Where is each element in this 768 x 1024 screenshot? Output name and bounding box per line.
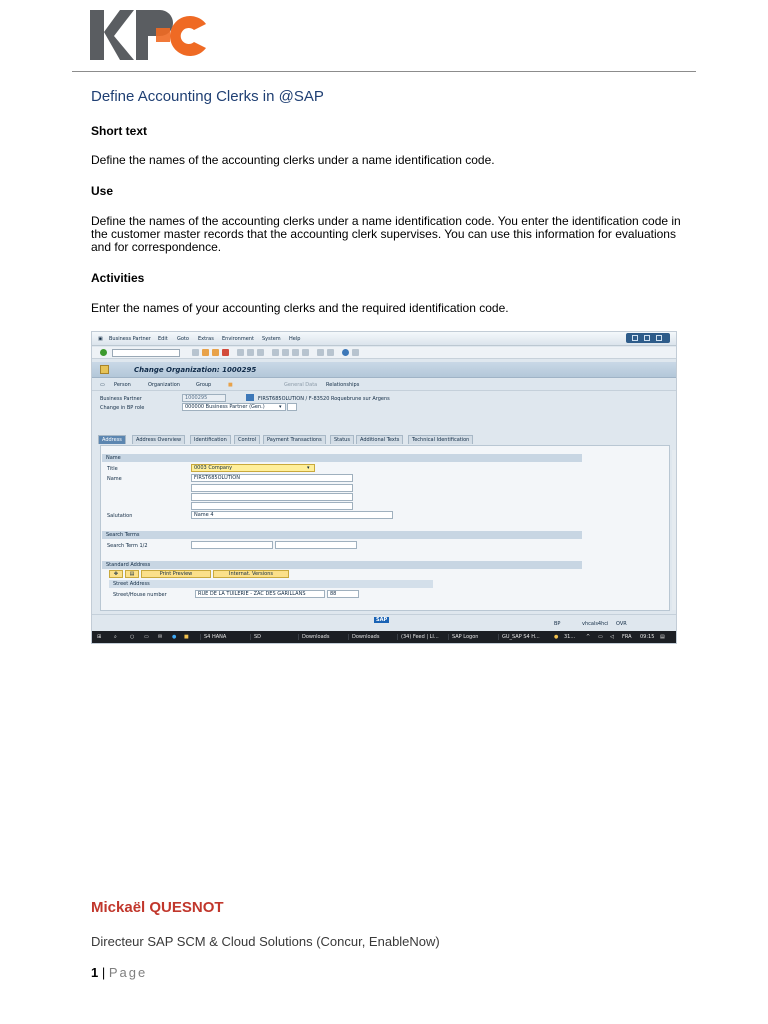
taskbar-item-sd[interactable]: SD (250, 634, 261, 640)
status-server: vhcals4hci (582, 621, 609, 627)
section-heading-use: Use (91, 184, 114, 198)
first-page-icon[interactable] (272, 349, 279, 356)
menu-system[interactable]: System (262, 336, 281, 342)
language-indicator[interactable]: FRA (622, 634, 632, 640)
role-label: Change in BP role (100, 405, 145, 411)
display-change-icon[interactable]: ▭ (100, 382, 105, 388)
page-title: Define Accounting Clerks in @SAP (91, 88, 324, 105)
status-system[interactable]: BP (554, 621, 561, 627)
role-search-icon[interactable] (287, 403, 297, 411)
sap-title-bar (92, 362, 676, 378)
sap-screenshot (91, 331, 677, 644)
name-field-2[interactable] (191, 484, 353, 492)
btn-group[interactable]: Group (196, 382, 212, 388)
header-divider (72, 71, 696, 72)
menu-edit[interactable]: Edit (158, 336, 168, 342)
chevron-down-icon[interactable]: ▾ (279, 404, 282, 410)
tray-chevron-up-icon[interactable]: ^ (586, 634, 591, 640)
taskbar-item-gu-sap[interactable]: GU_SAP S4 H... (498, 634, 540, 640)
help-icon[interactable] (342, 349, 349, 356)
title-label: Title (107, 466, 118, 472)
taskbar-item-downloads-2[interactable]: Downloads (348, 634, 379, 640)
bp-number-field[interactable]: 1000295 (182, 394, 226, 402)
sap-screen-title: Change Organization: 1000295 (134, 366, 257, 374)
tab-technical-identification[interactable]: Technical Identification (408, 435, 473, 444)
previous-page-icon[interactable] (282, 349, 289, 356)
panel-scrollbar[interactable] (672, 450, 677, 610)
bp-description: FIRST685OLUTION / F-83520 Roquebrune sur Argens (258, 396, 390, 402)
exit-icon[interactable] (212, 349, 219, 356)
title-chevron-down-icon[interactable]: ▾ (307, 465, 310, 471)
section-body-activities: Enter the names of your accounting clerks and the required identification code. (91, 301, 509, 315)
kpc-logo (90, 8, 208, 62)
tab-payment-transactions[interactable]: Payment Transactions (263, 435, 326, 444)
window-controls[interactable] (626, 333, 670, 343)
open-icon[interactable]: ■ (228, 382, 233, 388)
taskbar-item-downloads-1[interactable]: Downloads (298, 634, 329, 640)
page-footer (91, 965, 147, 980)
section-heading-activities: Activities (91, 271, 145, 285)
author-name: Mickaël QUESNOT (91, 899, 224, 916)
volume-icon[interactable]: ◁ (610, 634, 614, 640)
menu-help[interactable]: Help (289, 336, 301, 342)
back-icon[interactable] (202, 349, 209, 356)
tab-status[interactable]: Status (330, 435, 354, 444)
taskbar-item-feed[interactable]: (34) Feed | LI... (397, 634, 439, 640)
taskbar-mail-icon[interactable]: ✉ (158, 634, 163, 640)
minimize-icon[interactable] (632, 335, 638, 341)
action-center-icon[interactable]: ▤ (660, 634, 665, 640)
group-standard-address-header: Standard Address (102, 561, 582, 569)
taskbar-item-s4hana[interactable]: S4 HANA (200, 634, 226, 640)
btn-relationships[interactable]: Relationships (326, 382, 360, 388)
address-edit-icon[interactable]: ✥ (109, 570, 123, 578)
tab-address[interactable]: Address (98, 435, 126, 444)
search-term-2-field[interactable] (275, 541, 357, 549)
search-term-label: Search Term 1/2 (107, 543, 148, 549)
maximize-icon[interactable] (644, 335, 650, 341)
notification-icon[interactable]: ● (554, 634, 559, 640)
btn-organization[interactable]: Organization (148, 382, 180, 388)
author-role: Directeur SAP SCM & Cloud Solutions (Concur, EnableNow) (91, 934, 440, 949)
find-next-icon[interactable] (257, 349, 264, 356)
close-icon[interactable] (656, 335, 662, 341)
street-label: Street/House number (113, 592, 167, 598)
org-icon (100, 365, 109, 374)
page-word: Page (108, 965, 148, 980)
taskbar-app-icon[interactable]: ▭ (144, 634, 149, 640)
btn-person[interactable]: Person (114, 382, 131, 388)
print-icon[interactable] (237, 349, 244, 356)
menu-business-partner[interactable]: Business Partner (109, 336, 151, 342)
street-field[interactable]: RUE DE LA TUILERIE - ZAC DES GARILLANS (195, 590, 325, 598)
shortcut-icon[interactable] (327, 349, 334, 356)
sap-standard-toolbar (92, 347, 676, 359)
print-preview-button[interactable]: Print Preview (141, 570, 211, 578)
last-page-icon[interactable] (302, 349, 309, 356)
enter-check-icon[interactable] (100, 349, 107, 356)
cancel-icon[interactable] (222, 349, 229, 356)
network-icon[interactable]: ▭ (598, 634, 603, 640)
tab-control[interactable]: Control (234, 435, 260, 444)
menu-extras[interactable]: Extras (198, 336, 214, 342)
tab-identification[interactable]: Identification (190, 435, 231, 444)
tab-address-overview[interactable]: Address Overview (132, 435, 185, 444)
address-panel (100, 445, 670, 611)
explorer-icon[interactable]: ■ (184, 634, 189, 640)
group-search-terms-header: Search Terms (102, 531, 582, 539)
btn-general-data[interactable]: General Data (284, 382, 318, 388)
page-number: 1 (91, 965, 99, 980)
sap-menu-bar (92, 332, 676, 346)
title-select[interactable]: 0003 Company (191, 464, 315, 472)
international-versions-button[interactable]: Internat. Versions (213, 570, 289, 578)
salutation-field[interactable]: Name 4 (191, 511, 393, 519)
taskbar-item-notification[interactable]: 31... (564, 634, 576, 640)
section-heading-short-text: Short text (91, 124, 148, 138)
status-mode: OVR (616, 621, 627, 627)
address-print-icon[interactable]: ▤ (125, 570, 139, 578)
search-term-1-field[interactable] (191, 541, 273, 549)
task-view-icon[interactable]: ○ (130, 634, 135, 640)
next-page-icon[interactable] (292, 349, 299, 356)
sap-status-bar (92, 614, 676, 628)
name-label: Name (107, 476, 122, 482)
salutation-label: Salutation (107, 513, 133, 519)
new-session-icon[interactable] (317, 349, 324, 356)
menu-goto[interactable]: Goto (177, 336, 189, 342)
sap-application-toolbar (92, 379, 676, 391)
sap-brand-logo: SAP (376, 617, 388, 623)
group-name-header: Name (102, 454, 582, 462)
taskbar-item-sap-logon[interactable]: SAP Logon (448, 634, 478, 640)
name-field-1[interactable]: FIRST685OLUTION (191, 474, 353, 482)
street-address-header: Street Address (109, 580, 433, 588)
section-body-short-text: Define the names of the accounting clerks under a name identification code. (91, 153, 495, 167)
find-icon[interactable] (247, 349, 254, 356)
taskbar-search-icon[interactable]: ⌕ (114, 634, 117, 640)
layout-icon[interactable] (352, 349, 359, 356)
bp-type-icon (246, 394, 254, 401)
windows-taskbar (92, 631, 676, 644)
windows-start-icon[interactable]: ⊞ (97, 634, 102, 640)
command-field[interactable] (112, 349, 180, 357)
save-icon[interactable] (192, 349, 199, 356)
name-field-3[interactable] (191, 493, 353, 501)
menu-environment[interactable]: Environment (222, 336, 254, 342)
page-separator: | (101, 965, 106, 980)
role-select[interactable]: 000000 Business Partner (Gen.) (182, 403, 286, 411)
house-number-field[interactable]: 88 (327, 590, 359, 598)
sap-menu-icon[interactable]: ▣ (98, 336, 103, 342)
name-field-4[interactable] (191, 502, 353, 510)
clock[interactable]: 09:15 (640, 634, 655, 640)
edge-icon[interactable]: ● (172, 634, 177, 640)
section-body-use: Define the names of the accounting clerks under a name identification code. You enter the identification code in the customer master records that the accounting clerk supervises. You can use this information for evaluations and for correspondence. (91, 214, 681, 254)
bp-label: Business Partner (100, 396, 142, 402)
tab-additional-texts[interactable]: Additional Texts (356, 435, 403, 444)
